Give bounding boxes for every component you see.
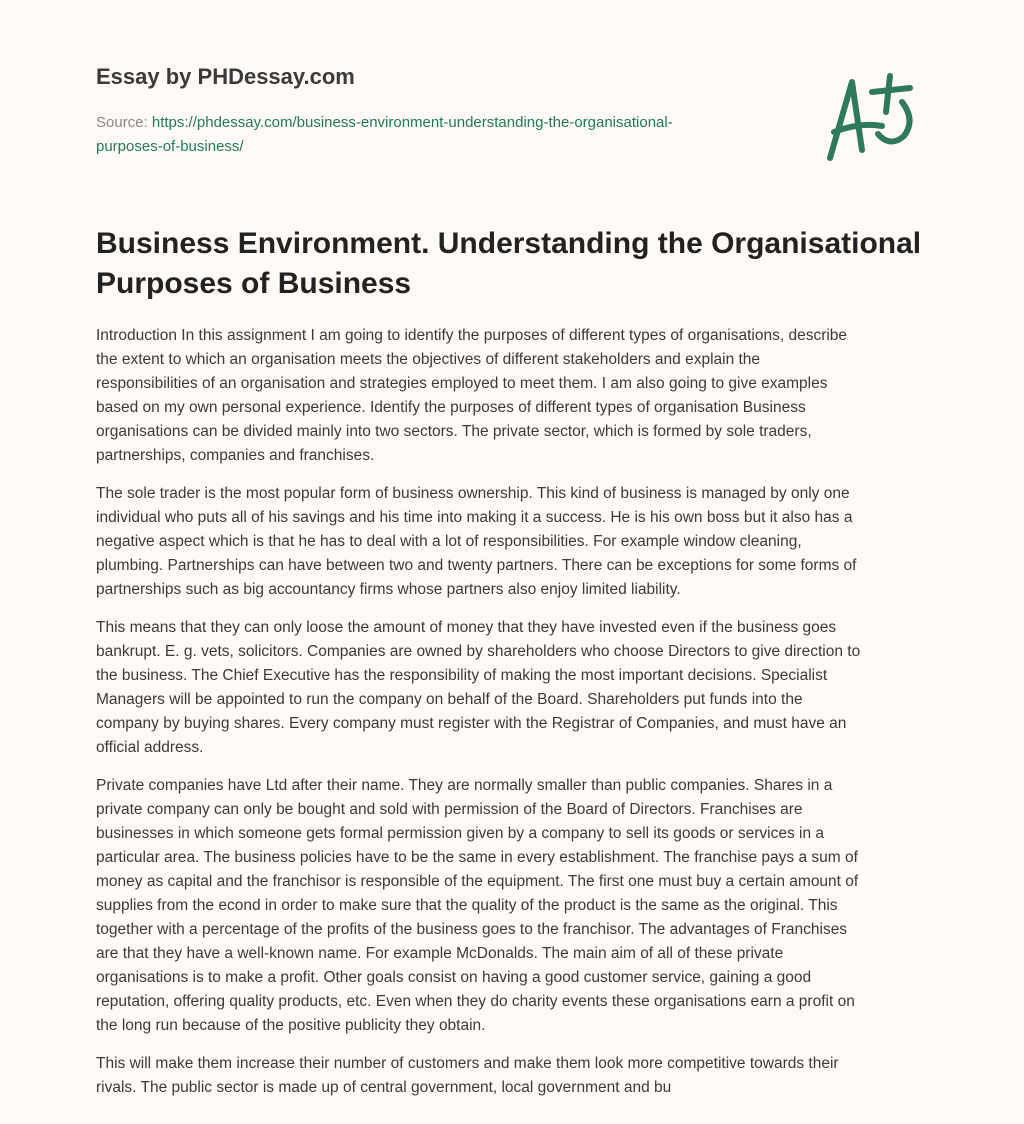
essay-paragraph: [96, 1052, 936, 1100]
paragraph-line: partnerships such as big accountancy firms whose partners also enjoy limited liability.: [96, 581, 681, 598]
essay-paragraph: [96, 774, 936, 1038]
source-label: Source:: [96, 114, 152, 131]
paragraph-line: are that they have a well-known name. For example McDonalds. The main aim of all of these private: [96, 945, 784, 962]
essay-paragraph: [96, 616, 936, 760]
source-citation: [96, 111, 673, 159]
essay-paragraph: [96, 482, 936, 602]
paragraph-line: the business. The Chief Executive has the responsibility of making the most important decisions. Specialist: [96, 667, 828, 684]
paragraph-line: businesses in which someone gets formal permission given by a company to sell its goods or services in a: [96, 825, 824, 842]
paragraph-line: particular area. The business policies have to be the same in every establishment. The franchise pays a sum of: [96, 849, 858, 866]
paragraph-line: the long run because of the positive publicity they obtain.: [96, 1017, 486, 1034]
paragraph-line: private company can only be bought and sold with permission of the Board of Directors. Franchises are: [96, 801, 803, 818]
essay-paragraph: [96, 324, 936, 468]
source-link[interactable]: https://phdessay.com/business-environment-understanding-the-organisational- purposes-of-business/: [96, 114, 673, 155]
paragraph-line: the extent to which an organisation meets the objectives of different stakeholders and explain the: [96, 351, 761, 368]
paragraph-line: negative aspect which is that he has to deal with a lot of responsibilities. For example window cleaning,: [96, 533, 802, 550]
paragraph-line: plumbing. Partnerships can have between two and twenty partners. There can be exceptions for some forms of: [96, 557, 857, 574]
paragraph-line: partnerships, companies and franchises.: [96, 447, 375, 464]
paragraph-line: money as capital and the franchisor is responsible of the equipment. The first one must buy a certain amount of: [96, 873, 859, 890]
paragraph-line: This means that they can only loose the amount of money that they have invested even if the business goes: [96, 619, 837, 636]
paragraph-line: official address.: [96, 739, 204, 756]
paragraph-line: Managers will be appointed to run the company on behalf of the Board. Shareholders put funds into the: [96, 691, 803, 708]
paragraph-line: Introduction In this assignment I am going to identify the purposes of different types of organisations, describe: [96, 327, 848, 344]
paragraph-line: company by buying shares. Every company must register with the Registrar of Companies, and must have an: [96, 715, 847, 732]
paragraph-line: organisations is to make a profit. Other goals consist on having a good customer service, gaining a good: [96, 969, 812, 986]
paragraph-line: based on my own personal experience. Identify the purposes of different types of organisation Business: [96, 399, 806, 416]
a-plus-logo: [820, 70, 930, 165]
paragraph-line: rivals. The public sector is made up of central government, local government and bu: [96, 1079, 672, 1096]
essay-title: Business Environment. Understanding the Organisational Purposes of Business: [96, 227, 922, 300]
paragraph-line: reputation, offering quality products, etc. Even when they do charity events these organisations earn a profit on: [96, 993, 855, 1010]
paragraph-line: This will make them increase their number of customers and make them look more competitive towards their: [96, 1055, 839, 1072]
paragraph-line: together with a percentage of the profits of the business goes to the franchisor. The advantages of Franchises: [96, 921, 848, 938]
paragraph-line: individual who puts all of his savings and his time into making it a success. He is his own boss but it also has a: [96, 509, 853, 526]
paragraph-line: responsibilities of an organisation and strategies employed to meet them. I am also going to give examples: [96, 375, 828, 392]
paragraph-line: organisations can be divided mainly into two sectors. The private sector, which is formed by sole traders,: [96, 423, 812, 440]
paragraph-line: supplies from the econd in order to make sure that the quality of the product is the same as the original. This: [96, 897, 838, 914]
paragraph-line: Private companies have Ltd after their name. They are normally smaller than public companies. Shares in a: [96, 777, 833, 794]
paragraph-line: The sole trader is the most popular form of business ownership. This kind of business is managed by only one: [96, 485, 850, 502]
site-brand: Essay by PHDessay.com: [96, 64, 355, 89]
paragraph-line: bankrupt. E. g. vets, solicitors. Companies are owned by shareholders who choose Directors to give direction to: [96, 643, 861, 660]
essay-body: [96, 324, 936, 1114]
